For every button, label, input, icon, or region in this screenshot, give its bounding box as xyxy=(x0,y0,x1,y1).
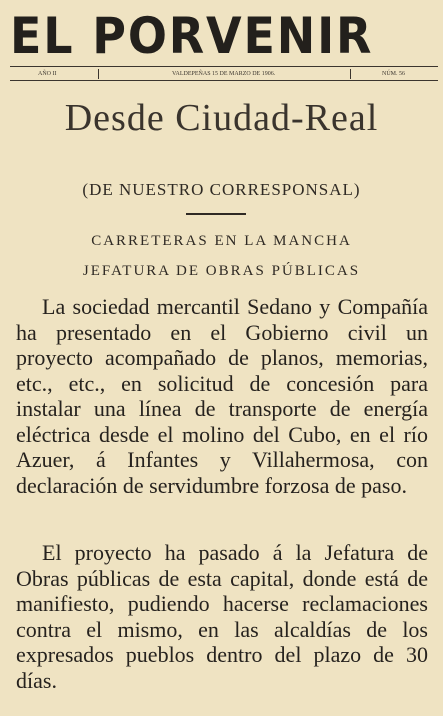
masthead-title: EL PORVENIR xyxy=(10,7,374,65)
article-subheading-public-works: JEFATURA DE OBRAS PÚBLICAS xyxy=(82,263,361,279)
dateline-separator xyxy=(98,69,99,79)
byline-divider xyxy=(186,213,246,215)
dateline-place-date: VALDEPEÑAS 15 DE MARZO DE 1906. xyxy=(172,71,276,77)
dateline-separator xyxy=(350,69,351,79)
dateline xyxy=(10,69,438,79)
article-byline: (DE NUESTRO CORRESPONSAL) xyxy=(82,180,361,199)
dateline-number: NÚM. 56 xyxy=(382,71,406,77)
article-subheading-roads: CARRETERAS EN LA MANCHA xyxy=(91,233,352,249)
masthead-rule-bottom xyxy=(10,80,438,81)
article-paragraph: El proyecto ha pasado á la Jefatura de Obras públicas de esta capital, donde está de manifiesto, pudiendo hacerse reclamaciones contra el mismo, en las alcaldías de los expresados pueblos dentro del plazo de 30 días. xyxy=(16,540,428,693)
article-paragraph: La sociedad mercantil Sedano y Compañía ha presentado en el Gobierno civil un proyecto acompañado de planos, memorias, etc., etc., en solicitud de concesión para instalar una línea de transporte de energía eléctrica desde el molino del Cubo, en el río Azuer, á Infantes y Villahermosa, con declaración de servidumbre forzosa de paso. xyxy=(16,294,428,498)
dateline-year: AÑO II xyxy=(38,71,57,77)
masthead-rule-top xyxy=(10,66,438,67)
article-headline: Desde Ciudad-Real xyxy=(64,97,379,139)
